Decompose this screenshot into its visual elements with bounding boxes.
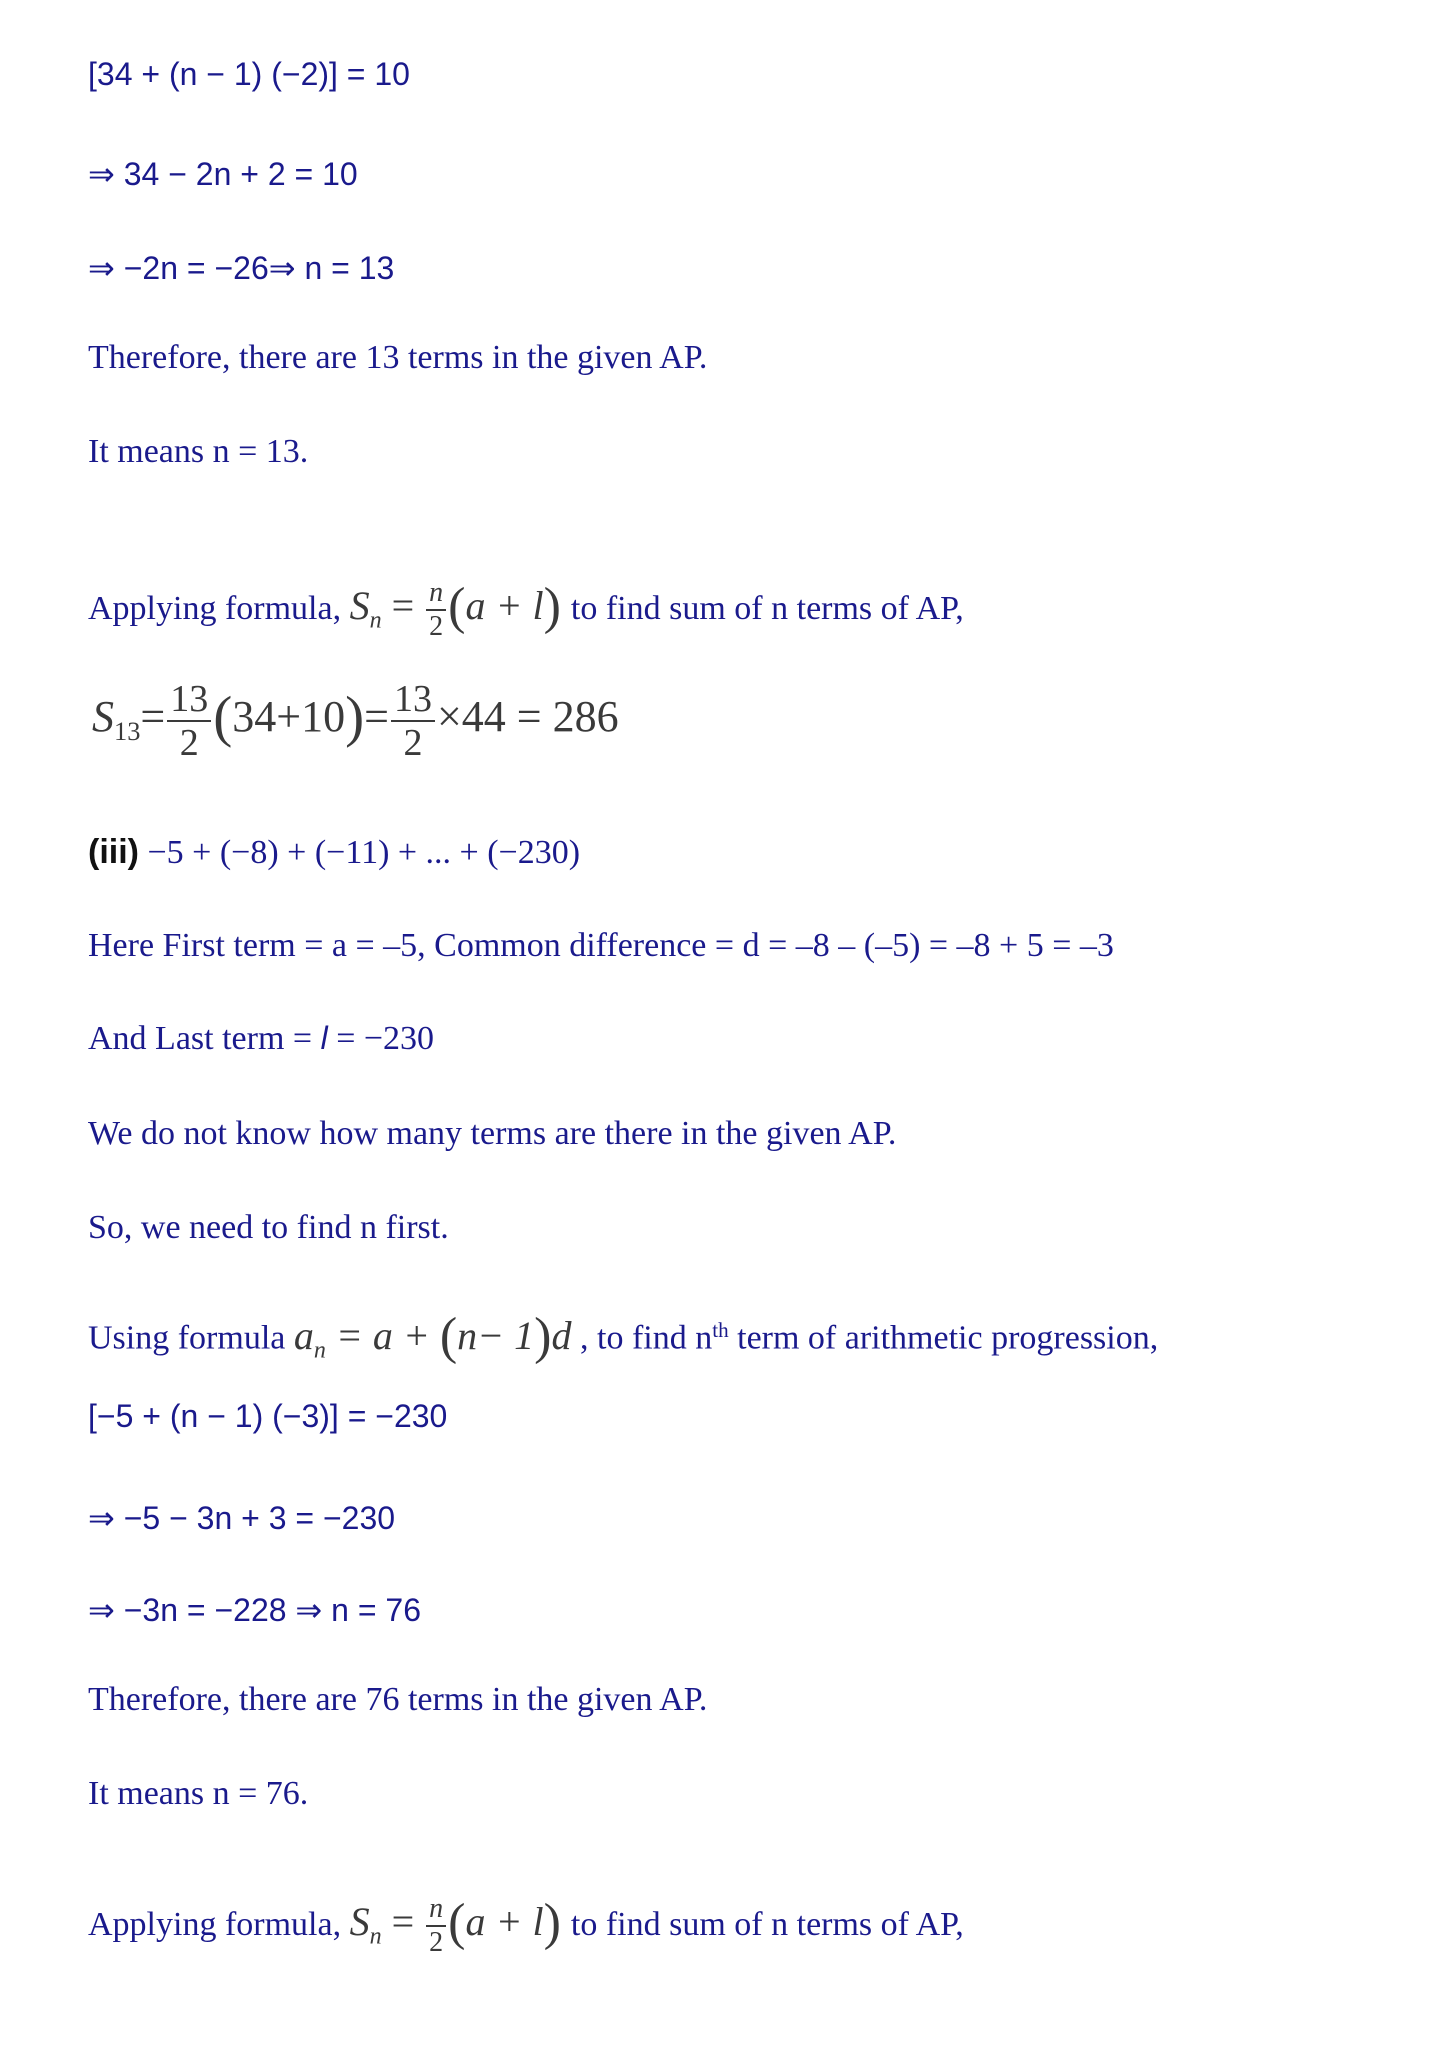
fraction-denominator: 2 <box>179 721 199 764</box>
find-n-first: So, we need to find n first. <box>88 1209 449 1246</box>
sentence-suffix: term of arithmetic progression, <box>728 1319 1159 1357</box>
n-over-2-fraction <box>426 576 446 642</box>
s13-subscript: 13 <box>114 716 141 747</box>
sentence-prefix: Using formula <box>88 1319 294 1357</box>
fraction-numerator: 13 <box>391 680 435 722</box>
th-superscript: th <box>712 1318 729 1342</box>
sum-formula-sentence-1 <box>88 576 964 642</box>
conclusion-terms-13: Therefore, there are 13 terms in the given AP. <box>88 339 708 376</box>
n-minus-1: n− 1 <box>457 1312 535 1358</box>
sentence-mid: , to find n <box>571 1319 713 1357</box>
sentence-prefix: Applying formula, <box>88 1906 350 1943</box>
sum-formula-sentence-2 <box>88 1892 964 1958</box>
fraction-denominator: 2 <box>429 1926 444 1958</box>
equation-line-2: ⇒ 34 − 2n + 2 = 10 <box>88 156 358 192</box>
first-term-common-difference: Here First term = a = –5, Common difference = d = –8 – (–5) = –8 + 5 = –3 <box>88 927 1114 964</box>
equation-line-3: ⇒ −2n = −26⇒ n = 13 <box>88 250 395 286</box>
l-symbol: l <box>320 1020 328 1056</box>
a-plus: = a + <box>325 1312 440 1358</box>
nth-term-formula-sentence <box>88 1302 1159 1365</box>
sentence-prefix: Applying formula, <box>88 590 350 627</box>
equation-line-14: [−5 + (n − 1) (−3)] = −230 <box>88 1398 448 1434</box>
sentence-suffix: to find sum of n terms of AP, <box>570 1906 964 1943</box>
fraction-denominator: 2 <box>429 610 444 642</box>
a-symbol: a <box>293 1312 314 1358</box>
equals-sign: = <box>381 583 425 628</box>
last-term-prefix: And Last term = <box>88 1020 321 1057</box>
fraction-numerator: n <box>426 579 446 611</box>
d-symbol: d <box>551 1312 572 1358</box>
part-iii-label: (iii) <box>88 833 139 871</box>
s13-computation: $S_{13}=$ $\frac{13}{2}$ (34+10)= $\frac{13}{2}$ ×44 = 286 <box>92 677 619 764</box>
unknown-terms-sentence: We do not know how many terms are there in the given AP. <box>88 1115 897 1152</box>
equals-sign: = <box>381 1899 425 1944</box>
nth-term-formula: $a_n = a + (n- 1)d$ <box>293 1307 572 1365</box>
a-plus-l: a + l <box>465 583 544 628</box>
conclusion-terms-76: Therefore, there are 76 terms in the given AP. <box>88 1681 708 1718</box>
s-subscript: n <box>369 1923 382 1950</box>
part-iii-series <box>88 832 580 873</box>
s-symbol: S <box>349 583 370 628</box>
sentence-suffix: to find sum of n terms of AP, <box>570 590 964 627</box>
equation-line-15: ⇒ −5 − 3n + 3 = −230 <box>88 1500 396 1536</box>
sum-formula: $S_n$ = $\frac{n}{2}$ (a + l) <box>349 576 561 642</box>
s-subscript: n <box>369 607 382 634</box>
fraction-numerator: n <box>426 1895 446 1927</box>
13-over-2-fraction <box>167 677 211 764</box>
a-plus-l: a + l <box>465 1899 544 1944</box>
n-over-2-fraction <box>426 1892 446 1958</box>
times-result: ×44 = 286 <box>436 692 619 741</box>
last-term <box>88 1018 434 1059</box>
sum-formula: $S_n$ = $\frac{n}{2}$ (a + l) <box>349 1892 561 1958</box>
equation-line-16: ⇒ −3n = −228 ⇒ n = 76 <box>88 1592 421 1628</box>
s-symbol: S <box>92 692 114 741</box>
fraction-denominator: 2 <box>403 721 423 764</box>
a-subscript: n <box>313 1336 326 1363</box>
13-over-2-fraction-second <box>391 677 435 764</box>
s-symbol: S <box>349 1899 370 1944</box>
series-text: −5 + (−8) + (−11) + ... + (−230) <box>138 834 581 871</box>
paren-sum: 34+10 <box>232 692 346 741</box>
fraction-numerator: 13 <box>167 680 211 722</box>
equation-line-1: [34 + (n − 1) (−2)] = 10 <box>88 56 410 92</box>
n-equals-76: It means n = 76. <box>88 1775 309 1812</box>
n-equals-13: It means n = 13. <box>88 433 309 470</box>
last-term-value: = −230 <box>327 1020 435 1057</box>
